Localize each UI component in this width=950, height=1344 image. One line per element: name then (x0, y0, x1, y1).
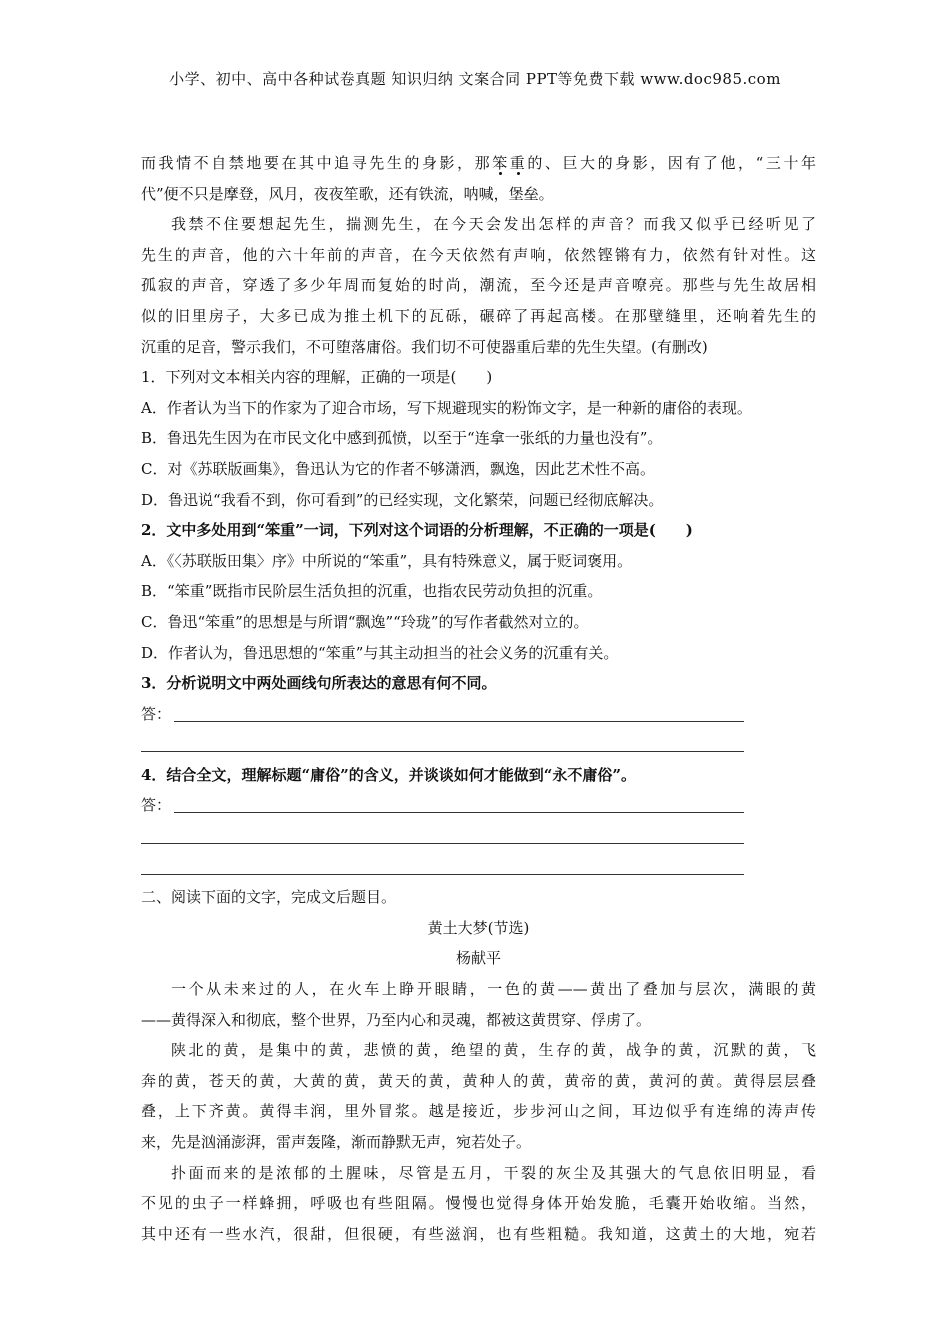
passage-line: 来，先是汹涌澎湃，雷声轰隆，渐而静默无声，宛若处子。 (141, 1133, 532, 1151)
passage-line: 似的旧里房子，大多已成为推土机下的瓦砾，碾碎了再起高楼。在那壁缝里，还响着先生的 (141, 306, 816, 325)
passage-line: 孤寂的声音，穿透了多少年周而复始的时尚，潮流，至今还是声音嘹亮。那些与先生故居相 (141, 276, 816, 295)
answer-label: 答： (141, 704, 172, 723)
answer-rule (174, 812, 744, 813)
passage-line: 我禁不住要想起先生，揣测先生，在今天会发出怎样的声音？而我又似乎已经听见了 (171, 215, 816, 234)
question-1-stem: 1．下列对文本相关内容的理解，正确的一项是( ) (141, 368, 493, 387)
answer-line[interactable] (141, 729, 816, 760)
question-2-stem: 2．文中多处用到“笨重”一词，下列对这个词语的分析理解，不正确的一项是( ) (141, 521, 693, 540)
passage-line: 先生的声音，他的六十年前的声音，在今天依然有声响，依然铿锵有力，依然有针对性。这 (141, 245, 816, 264)
question-3-stem: 3．分析说明文中两处画线句所表达的意思有何不同。 (141, 674, 497, 693)
answer-rule (141, 751, 744, 752)
answer-line[interactable] (141, 790, 816, 821)
passage-line: 陕北的黄，是集中的黄，悲愤的黄，绝望的黄，生存的黄，战争的黄，沉默的黄，飞 (171, 1041, 816, 1060)
question-2-option-c: C．鲁迅“笨重”的思想是与所谓“飘逸”“玲珑”的写作者截然对立的。 (141, 612, 589, 631)
question-1-option-c: C．对《苏联版画集》，鲁迅认为它的作者不够潇洒，飘逸，因此艺术性不高。 (141, 459, 655, 478)
question-2-option-d: D．作者认为，鲁迅思想的“笨重”与其主动担当的社会义务的沉重有关。 (141, 643, 619, 662)
answer-rule (174, 721, 744, 722)
section-2-heading: 二、阅读下面的文字，完成文后题目。 (141, 888, 397, 907)
question-1-option-a: A．作者认为当下的作家为了迎合市场，写下规避现实的粉饰文字，是一种新的庸俗的表现。 (141, 398, 752, 417)
answer-label: 答： (141, 796, 172, 815)
passage-line: 代”便不只是摩登，风月，夜夜笙歌，还有铁流，呐喊，堡垒。 (141, 184, 554, 203)
page-header: 小学、初中、高中各种试卷真题 知识归纳 文案合同 PPT等免费下载 www.doc985.com (169, 70, 781, 88)
answer-line[interactable] (141, 852, 816, 883)
article-title: 黄土大梦(节选) (427, 918, 530, 937)
emphasized-char: 重 (509, 154, 528, 172)
text-span: 的、巨大的身影，因有了他，“三十年 (527, 154, 816, 172)
answer-rule (141, 874, 744, 875)
passage-line: ——黄得深入和彻底，整个世界，乃至内心和灵魂，都被这黄贯穿、俘虏了。 (141, 1010, 652, 1029)
passage-line: 叠，上下齐黄。黄得丰润，里外冒浆。越是接近，步步河山之间，耳边似乎有连绵的涛声传 (141, 1102, 816, 1121)
question-1-option-d: D．鲁迅说“我看不到，你可看到”的已经实现，文化繁荣，问题已经彻底解决。 (141, 490, 664, 509)
answer-line[interactable] (141, 699, 816, 730)
question-1-option-b: B．鲁迅先生因为在市民文化中感到孤愤，以至于“连拿一张纸的力量也没有”。 (141, 429, 663, 448)
passage-line: 沉重的足音，警示我们，不可堕落庸俗。我们切不可使器重后辈的先生失望。(有删改) (141, 337, 708, 356)
emphasized-char: 笨 (492, 154, 510, 172)
passage-line: 奔的黄，苍天的黄，大黄的黄，黄天的黄，黄种人的黄，黄帝的黄，黄河的黄。黄得层层叠 (141, 1071, 816, 1090)
answer-rule (141, 843, 744, 844)
question-2-option-b: B．“笨重”既指市民阶层生活负担的沉重，也指农民劳动负担的沉重。 (141, 582, 603, 601)
question-2-option-a: A．《〈苏联版田集〉序》中所说的“笨重”，具有特殊意义，属于贬词褒用。 (141, 551, 633, 570)
text-span: 而我情不自禁地要在其中追寻先生的身影，那 (141, 154, 493, 172)
passage-line (141, 148, 816, 179)
passage-line: 其中还有一些水汽，很甜，但很硬，有些滋润，也有些粗糙。我知道，这黄土的大地，宛若 (141, 1224, 816, 1243)
article-author: 杨献平 (455, 949, 501, 968)
answer-line[interactable] (141, 821, 816, 852)
document-body (141, 148, 816, 1249)
passage-line: 不见的虫子一样蜂拥，呼吸也有些阻隔。慢慢也觉得身体开始发脆，毛囊开始收缩。当然， (141, 1194, 816, 1213)
passage-line: 扑面而来的是浓郁的土腥味，尽管是五月，干裂的灰尘及其强大的气息依旧明显，看 (171, 1163, 816, 1182)
passage-line: 一个从未来过的人，在火车上睁开眼睛，一色的黄——黄出了叠加与层次，满眼的黄 (171, 980, 816, 999)
question-4-stem: 4．结合全文，理解标题“庸俗”的含义，并谈谈如何才能做到“永不庸俗”。 (141, 765, 636, 784)
